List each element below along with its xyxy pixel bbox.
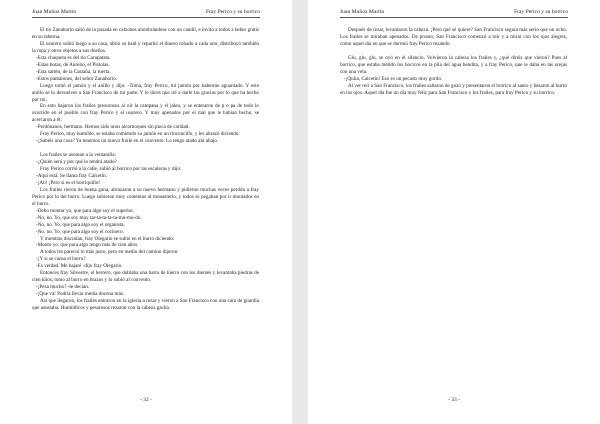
dialogue-line: -¿Quién será y por qué lo tendrá atado? — [36, 159, 117, 166]
dialogue-line: -No, no. Yo, que para algo soy el cocinero. — [36, 228, 124, 235]
page-header — [340, 9, 568, 18]
paragraph: Y mientras discutían, fray Olegario se subió en el burro diciendo: — [40, 235, 175, 242]
dialogue-line: -¡Y si se cansa el burro? — [36, 256, 86, 263]
paragraph: Fray Perico corrió a la calle, subió al borrico por las escaleras y dijo: — [40, 166, 182, 172]
header-author: Juan Muñoz Martín — [32, 9, 77, 15]
paragraph: Entonces fray Silvestre, el herrero, que doblaba una barra de hierro con los dientes y levantaba piedras de cien kilos, tomó al burro en brazos y lo subió al convento. — [32, 270, 259, 284]
paragraph: Después de rezar, levantaron la cabeza. ¡Pero qué sé quiere? San Francisco seguía más serio que un ocho. Los frailes se miraban apenados. De pronto, San Francisco comenzó a reír y a mirar con los ojos alegres, como aquel día en que se durmió fray Perico rezando. — [340, 27, 567, 47]
header-author: Juan Muñoz Martín — [340, 9, 385, 15]
dialogue-line: -Aquí está. Se llama fray Calcetín. — [36, 172, 107, 179]
dialogue-line: -¡Pesa mucho? -le decían. — [36, 284, 90, 291]
dialogue-line: -No, no. Yo, que para algo soy el organista. — [36, 221, 125, 228]
paragraph: Luego tomó el jamón y el anillo y dijo: -Toma, fray Perico, mi jamón por haberme aguantado. Y este anillo se lo devuelves a San Francisco de mi parte. Y le dices que iré a darle las gracias por lo que ha hecho por mí. — [32, 82, 259, 103]
page-body — [32, 27, 259, 312]
paragraph: Fray Perico, muy humilde, se estaba comiendo su jamón en un rinconcillo, y les abrazó diciendo: — [40, 131, 240, 138]
left-page — [0, 0, 292, 424]
dialogue-line: -Esta sartén, de la Castaña, la tuerta. — [36, 68, 111, 75]
page-number: - 32 - — [140, 397, 152, 403]
header-title: Fray Perico y su borrico — [513, 9, 568, 15]
dialogue-line: -Es verdad. Me bajaré -dijo fray Olegario. — [36, 263, 123, 270]
dialogue-line: -Esta chaqueta es del tío Carapatata. — [36, 54, 111, 61]
page-number: - 33 - — [448, 397, 460, 403]
dialogue-line: -Perdónanos, hermano. Hemos sido unos alcornoques sin pizca de caridad. — [36, 124, 190, 131]
dialogue-line: -Estas botas, de Aurelio, el Pistolas. — [36, 61, 110, 68]
paragraph: Los frailes rieron de buena gana, abrazaron a su nuevo hermano y pidieron muchas veces perdón a fray Perico por lo del burro. Luego subieron muy contentos al monasterio, y todos se pegaban por ir montados en el burro. — [32, 186, 259, 207]
paragraph: En esto bajaron los frailes presurosos al oír la campana y el jaleo, y se enteraron de p o pa de todo lo ocurrido en el pueblo con fray Perico y el usurero. Y muy apenados por el mal que le habían hecho, se acercaron a él: — [32, 103, 259, 124]
dialogue-line: -No, no. Yo, que soy muy tar-ta-ta-ta-ta-mu-mu-do. — [36, 214, 142, 221]
page-header — [32, 9, 260, 18]
paragraph: A todos les pareció lo más justo, pero en medio del camino dijeron: — [40, 249, 179, 256]
paragraph: El usurero subió luego a su casa, abrió su baúl y repartió el dinero robado a cada uno; distribuyó también la ropa y otros objetos a sus dueños. — [32, 40, 259, 54]
page-body — [340, 27, 567, 96]
dialogue-line: -¡Quita, Calcetín! Eso es un pecado muy gordo. — [344, 75, 443, 82]
dialogue-line: -¿Sabéis una cosa? Ya tenemos un nuevo fraile en el convento. Lo tengo atado ahí abajo. — [36, 138, 219, 145]
paragraph: Los frailes se asoman a la ventanilla: — [40, 152, 116, 159]
dialogue-line: -Debo montar yo, que para algo soy el superior. — [36, 207, 134, 214]
dialogue-line: -Monto yo, que para algo tengo más de cien años. — [36, 242, 139, 249]
paragraph: Glu, glu, glu, se oyó en el silencio. Volvieron la cabeza los frailes y, ¿qué diréis que vieron? Pues al borrico, que estaba metido los hocicos en la pila del agua bendita, y a fray Perico, que le daba en las orejas con una vela. — [340, 54, 567, 75]
dialogue-line: -¡Ah! ¡Pero si es el borriquillo! — [36, 179, 101, 186]
paragraph: Al ver reír a San Francisco, los frailes saltaron de gozo y presentaron el borrico al santo y besaron al burro en los ojos. Aquel día fue un día muy feliz para San Francisco y los frailes, para fray Perico y su borrico. — [340, 82, 567, 96]
right-page — [308, 0, 600, 424]
paragraph: Así que llegaron, los frailes entraron en la iglesia a rezar y vieron a San Francisco con una cara de guardia que asustaba. Humildícos y pesarosos rezaron con la cabeza gacha. — [32, 298, 259, 312]
dialogue-line: -Estos pantalones, del señor Zanahorio. — [36, 75, 118, 82]
header-title: Fray Perico y su borrico — [205, 9, 260, 15]
dialogue-line: -¡Que va! Podría llevar media docena más. — [36, 291, 125, 298]
paragraph: El tío Zanahorio salió de la posada en calzones alumbrándose con un candil, e invitó a todos a beber gratis en su taberna. — [32, 27, 259, 40]
